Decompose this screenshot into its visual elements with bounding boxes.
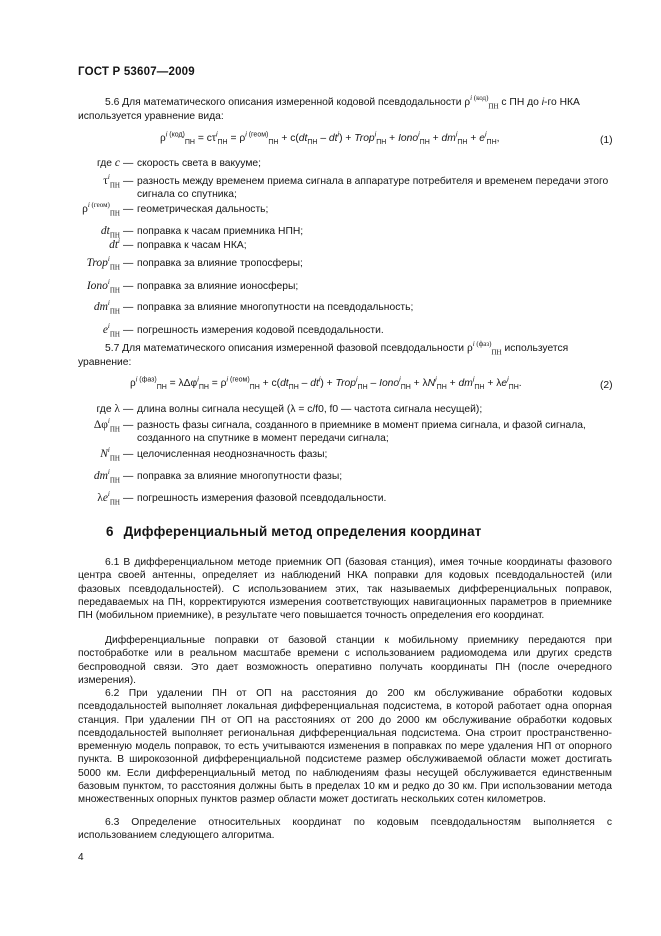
definition-row: $\Delta\varphi^i_{ПН}$ — разность фазы сигнала, созданного в приемнике в момент приема сигнала, и фазой сигнала, созданного на спутнике в момент передачи сигнала; bbox=[93, 417, 586, 445]
definition-symbol: $\lambda e^i_{ПН}$ bbox=[97, 490, 120, 507]
definition-row: где c — скорость света в вакууме; bbox=[96, 157, 261, 169]
equation-number-1: (1) bbox=[600, 135, 613, 146]
paragraph-5-7-line2: уравнение: bbox=[78, 357, 132, 368]
definition-row: $dt_{ПН}$ — поправка к часам приемника НПН; bbox=[100, 225, 304, 240]
equation-number-2: (2) bbox=[600, 380, 613, 391]
definition-row: $dt^i$ — поправка к часам НКА; bbox=[109, 237, 247, 251]
definition-row: где λ — длина волны сигнала несущей (λ = c/f0, f0 — частота сигнала несущей); bbox=[96, 403, 483, 415]
formula-1: $\rho^{i (код)}_{ПН} = c\tau^i_{ПН} = \rho^{i (геом)}_{ПН} + c(dt_{ПН} - dt^i)$ + Trop$^i_{ПН}$ + Iono$^i_{ПН}$ + $dm^i_{ПН} + e^i_{ПН}$, bbox=[160, 131, 500, 147]
definition-row: $N^i_{ПН}$ — целочисленная неоднозначность фазы; bbox=[100, 446, 328, 463]
definition-symbol: где c bbox=[96, 157, 120, 169]
section-heading: 6 Дифференциальный метод определения координат bbox=[106, 524, 482, 539]
definition-symbol: $\Delta\varphi^i_{ПН}$ bbox=[93, 417, 120, 434]
definition-symbol: $\rho^{i (геом)}_{ПН}$ bbox=[82, 201, 120, 218]
definition-symbol: Trop$^i_{ПН}$ bbox=[86, 255, 120, 272]
definition-symbol: $dt^i$ bbox=[109, 237, 120, 251]
definition-row: $dm^i_{ПН}$ — поправка за влияние многопутности фазы; bbox=[93, 468, 343, 485]
definition-row: $e^i_{ПН}$ — погрешность измерения кодовой псевдодальности. bbox=[102, 322, 384, 339]
definition-symbol: $dm^i_{ПН}$ bbox=[93, 468, 120, 485]
definition-row: Trop$^i_{ПН}$ — поправка за влияние тропосферы; bbox=[86, 255, 303, 272]
definition-row: Iono$^i_{ПН}$ — поправка за влияние ионосферы; bbox=[86, 278, 299, 295]
definition-symbol: $dm^i_{ПН}$ bbox=[93, 299, 120, 316]
paragraph-5-6-intro: 5.6 Для математического описания измеренной кодовой псевдодальности $\rho^{i (код)}_{ПН}$ с ПН до i-го НКА bbox=[105, 94, 580, 111]
formula-2: $\rho^{i (фаз)}_{ПН} = \lambda\Delta\varphi^i_{ПН} = \rho^{i (геом)}_{ПН} + c(dt_{ПН} - dt^i)$ + Trop$^i_{ПН}$ – Iono$^i_{ПН}$ + $\lambda N^i_{ПН} + dm^i_{ПН} + \lambda e^i_{ПН}$. bbox=[130, 376, 522, 392]
paragraph-5-6-line2: используется уравнение вида: bbox=[78, 111, 224, 122]
paragraph-differential-corrections: Дифференциальные поправки от базовой станции к мобильному приемнику передаются при постобработке или в реальном масштабе времени с использованием радиомодема или других средств беспроводной связи. Это дает возможность оперативно получать координаты ПН (после очередного измерения). bbox=[78, 635, 612, 686]
paragraph-5-7-intro: 5.7 Для математического описания измеренной фазовой псевдодальности $\rho^{i (фаз)}_{ПН}$ используется bbox=[105, 340, 569, 357]
paragraph-6-3: 6.3 Определение относительных координат по кодовым псевдодальностям выполняется с использованием следующего алгоритма. bbox=[78, 817, 612, 842]
definition-row: $\lambda e^i_{ПН}$ — погрешность измерения фазовой псевдодальности. bbox=[97, 490, 387, 507]
definition-row: $\tau^i_{ПН}$ — разность между временем приема сигнала в аппаратуре потребителя и временем передачи этого сигнала со спутника; bbox=[103, 173, 609, 201]
definition-symbol: $\tau^i_{ПН}$ bbox=[103, 173, 120, 190]
paragraph-6-2: 6.2 При удалении ПН от ОП на расстояния до 200 км обслуживание обработки кодовых псевдодальностей выполняет локальная дифференциальная подсистема, в которой работает одна опорная станция. При удалении ПН от ОП на расстояниях от 200 до 2000 км обслуживание обработки кодовых псевдодальностей выполняет региональная дифференциальная подсистема. Она строит пространственно-временную модель поправок, то есть учитываются изменения в поправках по мере удаления НП от опорного пункта. В широкозонной дифференциальной подсистеме размер обслуживаемой области может достигать 5000 км. Если дифференциальный метод по наблюдениям фазы несущей обслуживается единственным базовым пунктом, то расстояния должны быть в пределах 10 км и редко до 30 км. При использовании метода множественных опорных пунктов размер области может достигать нескольких сотен километров. bbox=[78, 688, 612, 806]
definition-symbol: Iono$^i_{ПН}$ bbox=[86, 278, 120, 295]
definition-symbol: $e^i_{ПН}$ bbox=[102, 322, 120, 339]
document-header: ГОСТ Р 53607—2009 bbox=[78, 66, 195, 78]
definition-symbol: $dt_{ПН}$ bbox=[100, 225, 120, 240]
definition-symbol: $N^i_{ПН}$ bbox=[100, 446, 120, 463]
paragraph-6-1: 6.1 В дифференциальном методе приемник ОП (базовая станция), имея точные координаты фазового центра своей антенны, определяет из наблюдений НКА поправки для кодовых псевдодальностей (или фазовых псевдодальностей). С использованием этих, так называемых дифференциальных поправок, передаваемых на ПН, корректируются измерения соответствующих навигационных параметров в приемнике ПН (мобильном приемнике), в результате чего повышается точность определения его координат. bbox=[78, 557, 612, 622]
definition-row: $\rho^{i (геом)}_{ПН}$ — геометрическая дальность; bbox=[82, 201, 269, 218]
definition-symbol: где λ bbox=[96, 403, 120, 415]
definition-row: $dm^i_{ПН}$ — поправка за влияние многопутности на псевдодальность; bbox=[93, 299, 414, 316]
page-number: 4 bbox=[78, 852, 84, 863]
